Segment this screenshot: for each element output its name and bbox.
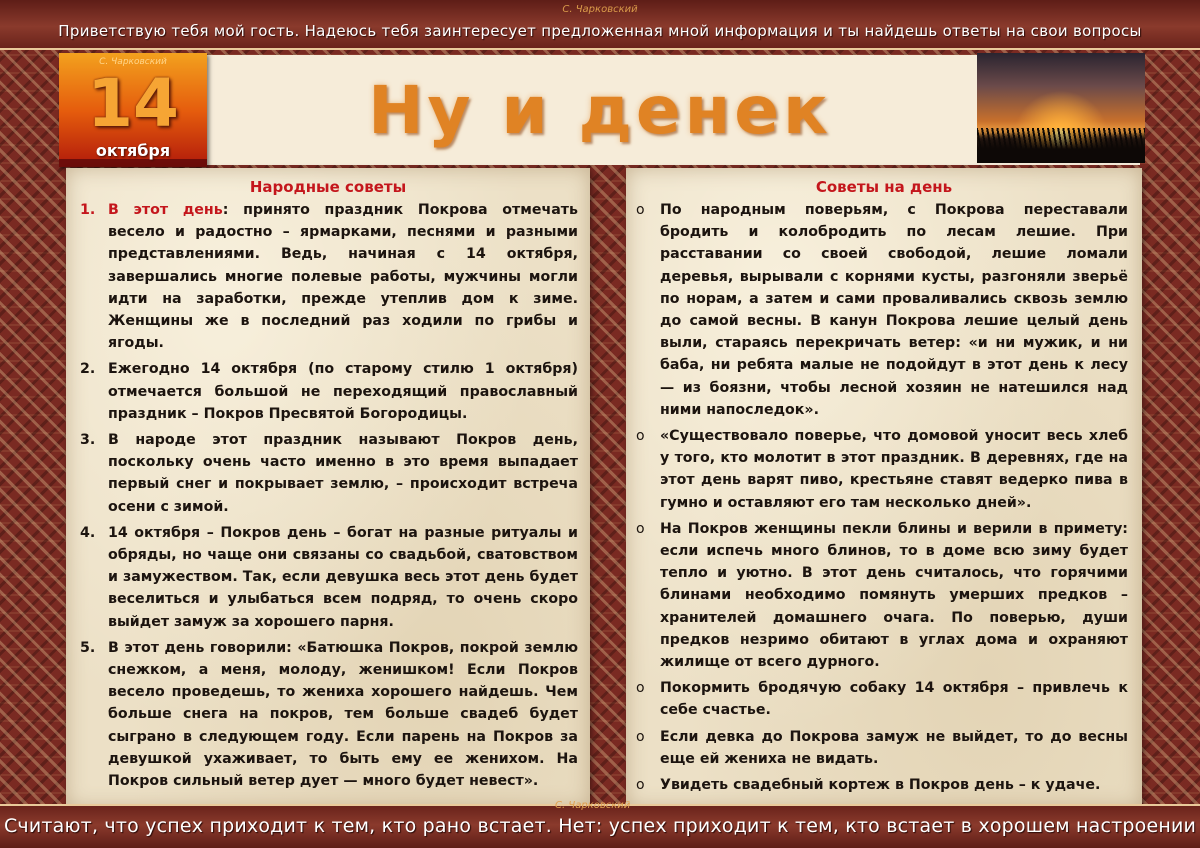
- item-text: Если девка до Покрова замуж не выйдет, то до весны еще ей жениха не видать.: [660, 728, 1128, 767]
- item-text: Ежегодно 14 октября (по старому стилю 1 октября) отмечается большой не переходящий православный праздник – Покров Пресвятой Богородицы.: [108, 361, 578, 422]
- item-number: 1.: [80, 202, 96, 218]
- list-item: [66, 199, 580, 354]
- date-day: 14: [87, 65, 179, 142]
- item-text: : принято праздник Покрова отмечать весело и радостно – ярмарками, песнями и разными представлениями. Ведь, начиная с 14 октября, завершались многие полевые работы, мужчины могли идти на заработки, прежде утеплив дом к зиме. Женщины же в последний раз ходили по грибы и ягоды.: [108, 202, 578, 352]
- date-badge-signature: С. Чарковский: [99, 57, 167, 67]
- bullet-icon: o: [636, 680, 645, 697]
- bullet-icon: o: [636, 202, 645, 218]
- item-lead: В этот день: [108, 202, 223, 218]
- grass-silhouette: [977, 128, 1145, 163]
- page-title: Ну и денек: [368, 72, 832, 149]
- item-text: По народным поверьям, с Покрова переставали бродить и колобродить по лесам лешие. При расставании со своей свободой, лешие ломали деревья, вырывали с корнями кусты, разгоняли зверьё по норам, а затем и сами проваливались сквозь землю до самой весны. В канун Покрова лешие целый день выли, стараясь перекричать ветер: «и ни мужик, и ни баба, ни ребята малые не подойдут в этот день к лесу — из боязни, чтобы лесной хозяин не натешился над ними напоследок».: [660, 202, 1128, 418]
- daily-tips-panel: [626, 168, 1142, 808]
- daily-tips-list: [626, 199, 1142, 796]
- item-text: На Покров женщины пекли блины и верили в примету: если испечь много блинов, то в доме всю зиму будет тепло и уютно. В этот день считалось, что горячими блинами необходимо помянуть умерших предков – хранителей домашнего очага. По поверью, души предков незримо обитают в углах дома и охраняют жилище от всего дурного.: [660, 520, 1128, 671]
- folk-tips-heading: Народные советы: [249, 178, 407, 196]
- folk-tips-list: [66, 199, 590, 792]
- list-item: [626, 774, 1132, 796]
- greeting-text: Приветствую тебя мой гость. Надеюсь тебя заинтересует предложенная мной информация и ты найдешь ответы на свои вопросы: [58, 22, 1142, 40]
- item-text: Увидеть свадебный кортеж в Покров день – к удаче.: [660, 777, 1101, 794]
- item-text: 14 октября – Покров день – богат на разные ритуалы и обряды, но чаще они связаны со свадьбой, сватовством и замужеством. Так, если девушка весь этот день будет веселиться и улыбаться всем подряд, то очень скоро выйдет замуж за хорошего парня.: [108, 524, 578, 630]
- item-text: В народе этот праздник называют Покров день, поскольку очень часто именно в это время выпадает первый снег и покрывает землю, – происходит встреча осени с зимой.: [108, 432, 578, 515]
- item-text: Покормить бродячую собаку 14 октября – привлечь к себе счастье.: [660, 680, 1128, 719]
- item-number: 4.: [80, 524, 96, 541]
- list-item: [626, 518, 1132, 673]
- item-text: В этот день говорили: «Батюшка Покров, покрой землю снежком, а меня, молоду, женишком! Если Покров весело проведешь, то жениха хорошего найдешь. Чем больше снега на покров, тем больше свадеб будет сыграно в следующем году. Если парень на Покров за девушкой ухаживает, то быть ему ее женихом. На Покров сильный ветер дует — много будет невест».: [108, 639, 578, 790]
- list-item: [626, 425, 1132, 514]
- list-item: [66, 637, 580, 792]
- date-month: октября: [95, 141, 171, 160]
- bullet-icon: o: [636, 777, 645, 794]
- list-item: [626, 677, 1132, 721]
- daily-tips-heading: Советы на день: [815, 178, 953, 196]
- list-item: [626, 726, 1132, 770]
- bullet-icon: o: [636, 728, 645, 745]
- folk-tips-panel: [66, 168, 590, 808]
- list-item: [66, 429, 580, 518]
- sunset-image: [977, 53, 1145, 163]
- footer-signature: С. Чарковский: [555, 800, 631, 811]
- footer-quote: Считают, что успех приходит к тем, кто рано встает. Нет: успех приходит к тем, кто встает в хорошем настроении: [3, 815, 1197, 837]
- item-number: 5.: [80, 639, 96, 656]
- list-item: [66, 522, 580, 633]
- bullet-icon: o: [636, 428, 645, 445]
- list-item: [626, 199, 1132, 421]
- item-number: 3.: [80, 432, 96, 449]
- item-text: «Существовало поверье, что домовой уносит весь хлеб у того, кто молотит в этот праздник. В деревнях, где на этот день варят пиво, крестьяне ставят ведерко пива в гумно и оставляют его там несколько дней».: [660, 428, 1128, 511]
- author-signature: С. Чарковский: [562, 4, 638, 15]
- item-number: 2.: [80, 361, 96, 378]
- bullet-icon: o: [636, 520, 645, 537]
- date-badge: [59, 53, 207, 167]
- list-item: [66, 358, 580, 425]
